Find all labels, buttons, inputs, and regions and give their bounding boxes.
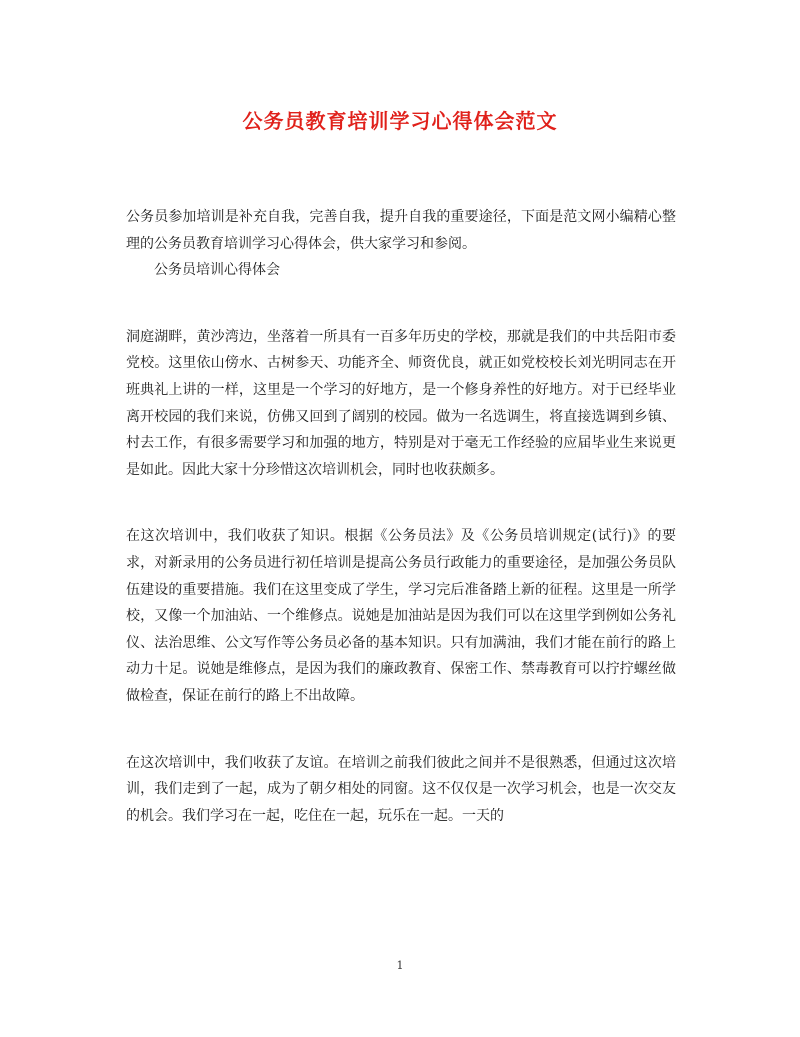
- paragraph-gap: [126, 710, 676, 750]
- body-paragraph-1: 洞庭湖畔，黄沙湾边，坐落着一所具有一百多年历史的学校，那就是我们的中共岳阳市委党校。这里依山傍水、古树参天、功能齐全、师资优良，就正如党校校长刘光明同志在开班典礼上讲的一样，这里是一个学习的好地方，是一个修身养性的好地方。对于已经毕业离开校园的我们来说，仿佛又回到了阔别的校园。做为一名选调生，将直接选调到乡镇、村去工作，有很多需要学习和加强的地方，特别是对于毫无工作经验的应届毕业生来说更是如此。因此大家十分珍惜这次培训机会，同时也收获颇多。: [126, 328, 676, 478]
- paragraph-gap: [126, 483, 676, 523]
- body-paragraph-2: 在这次培训中，我们收获了知识。根据《公务员法》及《公务员培训规定(试行)》的要求，对新录用的公务员进行初任培训是提高公务员行政能力的重要途径，是加强公务员队伍建设的重要措施。我们在这里变成了学生，学习完后准备踏上新的征程。这里是一所学校，又像一个加油站、一个维修点。说她是加油站是因为我们可以在这里学到例如公务礼仪、法治思维、公文写作等公务员必备的基本知识。只有加满油，我们才能在前行的路上动力十足。说她是维修点，是因为我们的廉政教育、保密工作、禁毒教育可以拧拧螺丝做做检查，保证在前行的路上不出故障。: [126, 528, 676, 704]
- document-body: [126, 204, 676, 829]
- body-paragraph-3: 在这次培训中，我们收获了友谊。在培训之前我们彼此之间并不是很熟悉，但通过这次培训，我们走到了一起，成为了朝夕相处的同窗。这不仅仅是一次学习机会，也是一次交友的机会。我们学习在一起，吃住在一起，玩乐在一起。一天的: [126, 754, 676, 824]
- paragraph-gap: [126, 284, 676, 324]
- intro-paragraph: 公务员参加培训是补充自我，完善自我，提升自我的重要途径，下面是范文网小编精心整理的公务员教育培训学习心得体会，供大家学习和参阅。: [126, 209, 676, 252]
- page-number: 1: [396, 959, 404, 972]
- document-title: 公务员教育培训学习心得体会范文: [242, 109, 558, 133]
- section-subheading: 公务员培训心得体会: [154, 262, 280, 279]
